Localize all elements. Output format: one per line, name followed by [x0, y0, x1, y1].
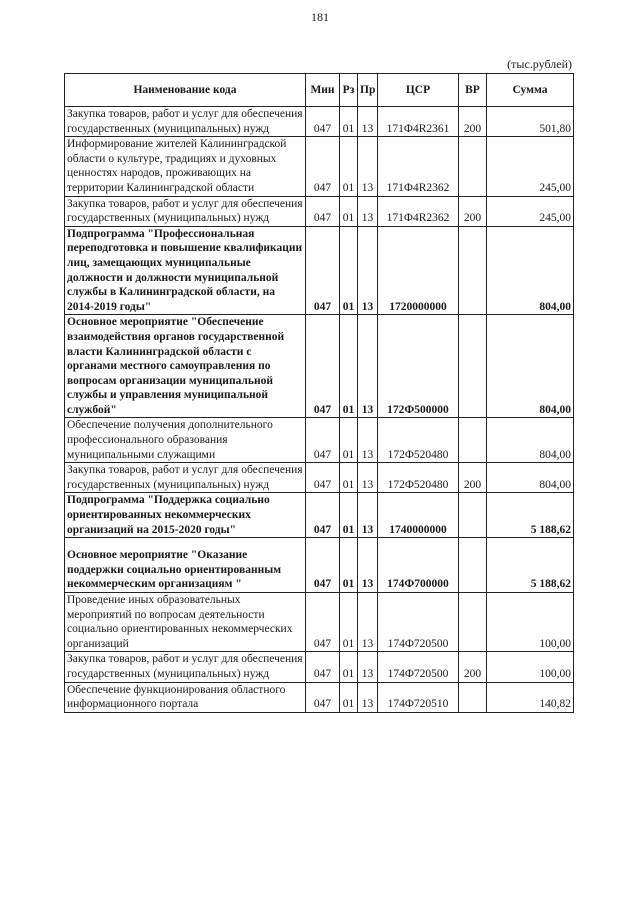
- cell-name: Обеспечение получения дополнительного профессионального образования муниципальными служащими: [65, 418, 306, 463]
- table-header-row: [65, 74, 574, 107]
- cell-min: 047: [306, 196, 340, 226]
- table-row: [65, 196, 574, 226]
- table-row: [65, 593, 574, 652]
- cell-vr: 200: [459, 652, 487, 682]
- header-rz: Рз: [340, 74, 358, 107]
- cell-min: 047: [306, 652, 340, 682]
- cell-csr: 1740000000: [378, 493, 459, 538]
- cell-sum: 100,00: [487, 593, 574, 652]
- header-vr: ВР: [459, 74, 487, 107]
- cell-name: Основное мероприятие "Оказание поддержки социально ориентированным некоммерческим организациям ": [65, 538, 306, 593]
- cell-rz: 01: [340, 107, 358, 137]
- budget-table: [64, 73, 574, 713]
- cell-vr: [459, 226, 487, 315]
- cell-min: 047: [306, 593, 340, 652]
- cell-min: 047: [306, 107, 340, 137]
- cell-pr: 13: [358, 652, 378, 682]
- cell-vr: [459, 493, 487, 538]
- cell-sum: 100,00: [487, 652, 574, 682]
- cell-csr: 174Ф700000: [378, 538, 459, 593]
- cell-pr: 13: [358, 137, 378, 196]
- cell-name: Закупка товаров, работ и услуг для обеспечения государственных (муниципальных) нужд: [65, 196, 306, 226]
- cell-vr: [459, 315, 487, 418]
- cell-csr: 171Ф4R2362: [378, 137, 459, 196]
- cell-pr: 13: [358, 196, 378, 226]
- cell-sum: 140,82: [487, 682, 574, 712]
- cell-rz: 01: [340, 315, 358, 418]
- cell-min: 047: [306, 137, 340, 196]
- cell-name: Информирование жителей Калининградской области о культуре, традициях и духовных ценностях народов, проживающих на территории Калининградской области: [65, 137, 306, 196]
- table-row: [65, 652, 574, 682]
- cell-min: 047: [306, 538, 340, 593]
- table-row: [65, 682, 574, 712]
- cell-rz: 01: [340, 493, 358, 538]
- header-min: Мин: [306, 74, 340, 107]
- cell-csr: 171Ф4R2362: [378, 196, 459, 226]
- cell-min: 047: [306, 493, 340, 538]
- cell-vr: [459, 418, 487, 463]
- cell-csr: 172Ф500000: [378, 315, 459, 418]
- table-row: [65, 493, 574, 538]
- table-row: [65, 418, 574, 463]
- cell-name: Закупка товаров, работ и услуг для обеспечения государственных (муниципальных) нужд: [65, 463, 306, 493]
- cell-name: Подпрограмма "Профессиональная переподготовка и повышение квалификации лиц, замещающих муниципальные должности и должности муниципальной службы в Калининградской области, на 2014-2019 годы": [65, 226, 306, 315]
- header-sum: Сумма: [487, 74, 574, 107]
- cell-min: 047: [306, 463, 340, 493]
- table-row: [65, 107, 574, 137]
- cell-name: Подпрограмма "Поддержка социально ориентированных некоммерческих организаций на 2015-2020 годы": [65, 493, 306, 538]
- cell-pr: 13: [358, 463, 378, 493]
- cell-name: Закупка товаров, работ и услуг для обеспечения государственных (муниципальных) нужд: [65, 652, 306, 682]
- cell-csr: 172Ф520480: [378, 418, 459, 463]
- units-label: (тыс.рублей): [507, 57, 572, 71]
- cell-rz: 01: [340, 196, 358, 226]
- header-pr: Пр: [358, 74, 378, 107]
- cell-rz: 01: [340, 593, 358, 652]
- cell-csr: 174Ф720500: [378, 593, 459, 652]
- cell-min: 047: [306, 315, 340, 418]
- header-name: Наименование кода: [65, 74, 306, 107]
- cell-csr: 174Ф720500: [378, 652, 459, 682]
- cell-sum: 5 188,62: [487, 538, 574, 593]
- page-number: 181: [311, 10, 329, 24]
- cell-name: Закупка товаров, работ и услуг для обеспечения государственных (муниципальных) нужд: [65, 107, 306, 137]
- cell-pr: 13: [358, 538, 378, 593]
- cell-rz: 01: [340, 463, 358, 493]
- cell-min: 047: [306, 682, 340, 712]
- cell-rz: 01: [340, 137, 358, 196]
- cell-rz: 01: [340, 538, 358, 593]
- table-row: [65, 137, 574, 196]
- cell-vr: [459, 538, 487, 593]
- table-row: [65, 315, 574, 418]
- cell-rz: 01: [340, 418, 358, 463]
- table-row: [65, 538, 574, 593]
- cell-pr: 13: [358, 226, 378, 315]
- cell-vr: [459, 682, 487, 712]
- cell-vr: 200: [459, 107, 487, 137]
- cell-csr: 172Ф520480: [378, 463, 459, 493]
- cell-sum: 804,00: [487, 315, 574, 418]
- cell-pr: 13: [358, 107, 378, 137]
- cell-min: 047: [306, 418, 340, 463]
- cell-sum: 245,00: [487, 196, 574, 226]
- cell-pr: 13: [358, 682, 378, 712]
- cell-name: Основное мероприятие "Обеспечение взаимодействия органов государственной власти Калининградской области с органами местного самоуправления по вопросам организации муниципальной службы и управления муниципальной службой": [65, 315, 306, 418]
- cell-csr: 174Ф720510: [378, 682, 459, 712]
- cell-csr: 1720000000: [378, 226, 459, 315]
- cell-sum: 804,00: [487, 418, 574, 463]
- cell-rz: 01: [340, 682, 358, 712]
- cell-rz: 01: [340, 226, 358, 315]
- cell-vr: 200: [459, 196, 487, 226]
- cell-vr: 200: [459, 463, 487, 493]
- header-csr: ЦСР: [378, 74, 459, 107]
- cell-sum: 245,00: [487, 137, 574, 196]
- cell-pr: 13: [358, 315, 378, 418]
- cell-pr: 13: [358, 418, 378, 463]
- cell-pr: 13: [358, 493, 378, 538]
- cell-name: Обеспечение функционирования областного информационного портала: [65, 682, 306, 712]
- cell-rz: 01: [340, 652, 358, 682]
- table-row: [65, 463, 574, 493]
- cell-sum: 804,00: [487, 226, 574, 315]
- cell-vr: [459, 137, 487, 196]
- cell-sum: 501,80: [487, 107, 574, 137]
- cell-min: 047: [306, 226, 340, 315]
- cell-sum: 804,00: [487, 463, 574, 493]
- table-row: [65, 226, 574, 315]
- cell-sum: 5 188,62: [487, 493, 574, 538]
- cell-name: Проведение иных образовательных мероприятий по вопросам деятельности социально ориентированных некоммерческих организаций: [65, 593, 306, 652]
- cell-pr: 13: [358, 593, 378, 652]
- cell-csr: 171Ф4R2361: [378, 107, 459, 137]
- cell-vr: [459, 593, 487, 652]
